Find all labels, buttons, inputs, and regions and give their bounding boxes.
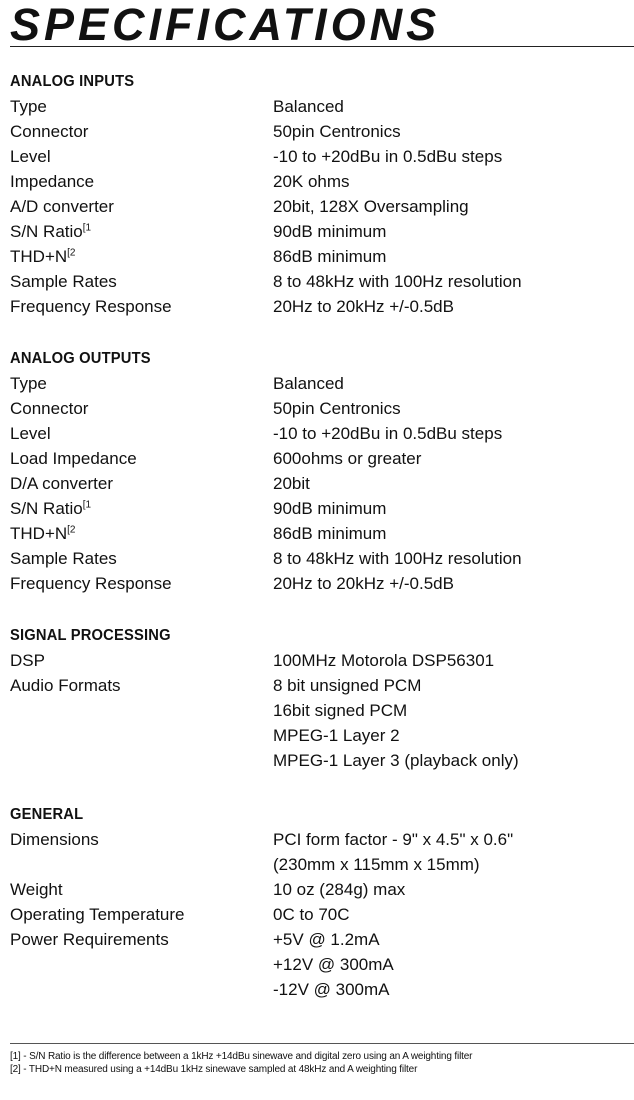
spec-label-text: S/N Ratio xyxy=(10,499,83,518)
spec-row-connector xyxy=(10,396,630,421)
spec-value: 8 to 48kHz with 100Hz resolution xyxy=(273,272,522,291)
spec-value: Balanced xyxy=(273,97,344,116)
footnote-1: [1] - S/N Ratio is the difference between a 1kHz +14dBu sinewave and digital zero using an A weighting filter xyxy=(10,1051,473,1062)
spec-row-sn-ratio xyxy=(10,219,630,244)
spec-row-level xyxy=(10,144,630,169)
spec-value: 16bit signed PCM xyxy=(273,701,408,720)
spec-row-operating-temperature xyxy=(10,902,630,927)
spec-row-type xyxy=(10,94,630,119)
spec-label: Level xyxy=(10,147,51,166)
spec-row-audio-formats xyxy=(10,673,630,773)
spec-row-ad-converter xyxy=(10,194,630,219)
spec-row-dsp xyxy=(10,648,630,673)
footnote-2: [2] - THD+N measured using a +14dBu 1kHz sinewave sampled at 48kHz and A weighting filter xyxy=(10,1064,418,1075)
spec-label: Power Requirements xyxy=(10,930,169,949)
spec-value: 50pin Centronics xyxy=(273,399,401,418)
section-analog-inputs xyxy=(10,70,630,319)
spec-value: 100MHz Motorola DSP56301 xyxy=(273,651,495,670)
spec-row-sample-rates xyxy=(10,269,630,294)
footnote-ref: [2 xyxy=(67,524,76,536)
section-general xyxy=(10,803,630,1002)
section-heading: ANALOG OUTPUTS xyxy=(10,350,151,367)
spec-label-text: THD+N xyxy=(10,524,68,543)
spec-label: Load Impedance xyxy=(10,449,137,468)
spec-label: Weight xyxy=(10,880,63,899)
spec-value: 20K ohms xyxy=(273,172,350,191)
spec-row-frequency-response xyxy=(10,294,630,319)
page-title: SPECIFICATIONS xyxy=(10,0,441,50)
spec-value: MPEG-1 Layer 2 xyxy=(273,726,400,745)
spec-label: Connector xyxy=(10,399,89,418)
spec-row-power-requirements xyxy=(10,927,630,1002)
spec-row-thd-n xyxy=(10,521,630,546)
spec-row-thd-n xyxy=(10,244,630,269)
footnotes xyxy=(10,1050,634,1076)
spec-value: 86dB minimum xyxy=(273,524,387,543)
spec-label: D/A converter xyxy=(10,474,113,493)
spec-value: 8 to 48kHz with 100Hz resolution xyxy=(273,549,522,568)
spec-row-sample-rates xyxy=(10,546,630,571)
spec-label-text: S/N Ratio xyxy=(10,222,83,241)
section-heading: GENERAL xyxy=(10,806,84,823)
spec-label: DSP xyxy=(10,651,45,670)
spec-value: 90dB minimum xyxy=(273,499,387,518)
section-heading: ANALOG INPUTS xyxy=(10,73,135,90)
spec-label: A/D converter xyxy=(10,197,114,216)
footnote-ref: [1 xyxy=(82,222,92,234)
section-analog-outputs xyxy=(10,347,630,596)
section-heading: SIGNAL PROCESSING xyxy=(10,627,171,644)
spec-value: 90dB minimum xyxy=(273,222,387,241)
spec-label: Frequency Response xyxy=(10,297,172,316)
spec-value: -12V @ 300mA xyxy=(273,980,390,999)
spec-label: Dimensions xyxy=(10,830,99,849)
spec-label-text: THD+N xyxy=(10,247,68,266)
spec-value: 8 bit unsigned PCM xyxy=(273,676,422,695)
spec-value: -10 to +20dBu in 0.5dBu steps xyxy=(273,424,503,443)
spec-label xyxy=(10,244,76,269)
spec-row-type xyxy=(10,371,630,396)
spec-value: PCI form factor - 9" x 4.5" x 0.6" xyxy=(273,830,514,849)
spec-value: 20Hz to 20kHz +/-0.5dB xyxy=(273,297,454,316)
spec-label: Level xyxy=(10,424,51,443)
spec-label: Connector xyxy=(10,122,89,141)
spec-label: Type xyxy=(10,97,47,116)
spec-row-weight xyxy=(10,877,630,902)
spec-value: Balanced xyxy=(273,374,344,393)
spec-value: 20bit, 128X Oversampling xyxy=(273,197,469,216)
spec-row-frequency-response xyxy=(10,571,630,596)
spec-label: Type xyxy=(10,374,47,393)
spec-row-load-impedance xyxy=(10,446,630,471)
section-signal-processing xyxy=(10,624,630,773)
spec-row-level xyxy=(10,421,630,446)
title-divider xyxy=(10,46,634,47)
spec-label: Operating Temperature xyxy=(10,905,185,924)
spec-row-connector xyxy=(10,119,630,144)
spec-label: Sample Rates xyxy=(10,272,117,291)
spec-value: 20bit xyxy=(273,474,310,493)
spec-label xyxy=(10,521,76,546)
spec-value: (230mm x 115mm x 15mm) xyxy=(273,855,480,874)
spec-value: MPEG-1 Layer 3 (playback only) xyxy=(273,751,519,770)
footnote-divider xyxy=(10,1043,634,1044)
spec-value: +5V @ 1.2mA xyxy=(273,930,380,949)
spec-label: Frequency Response xyxy=(10,574,172,593)
spec-value: -10 to +20dBu in 0.5dBu steps xyxy=(273,147,503,166)
spec-label: Sample Rates xyxy=(10,549,117,568)
spec-label: Audio Formats xyxy=(10,676,121,695)
spec-value: +12V @ 300mA xyxy=(273,955,394,974)
spec-row-impedance xyxy=(10,169,630,194)
spec-value: 86dB minimum xyxy=(273,247,387,266)
spec-value: 0C to 70C xyxy=(273,905,350,924)
spec-label: Impedance xyxy=(10,172,95,191)
spec-label xyxy=(10,496,91,521)
spec-label xyxy=(10,219,91,244)
spec-value: 50pin Centronics xyxy=(273,122,401,141)
footnote-ref: [1 xyxy=(82,499,92,511)
footnote-ref: [2 xyxy=(67,247,76,259)
spec-value: 10 oz (284g) max xyxy=(273,880,406,899)
spec-row-dimensions xyxy=(10,827,630,877)
spec-row-sn-ratio xyxy=(10,496,630,521)
spec-row-da-converter xyxy=(10,471,630,496)
spec-value: 600ohms or greater xyxy=(273,449,422,468)
spec-value: 20Hz to 20kHz +/-0.5dB xyxy=(273,574,454,593)
